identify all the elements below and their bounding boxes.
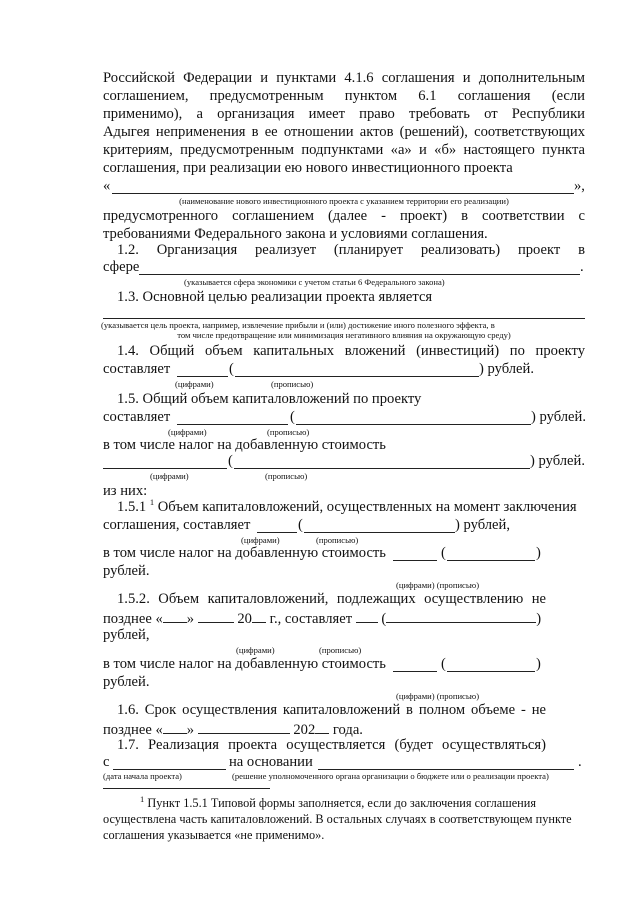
intro-line-8: требованиями Федерального закона и условиями соглашения. [103, 226, 488, 242]
p1-5-2-vat-close: ) [536, 656, 541, 672]
p1-4-open: ( [229, 361, 234, 377]
start-date-field[interactable] [113, 769, 226, 770]
p1-5-2-close: ) [536, 611, 542, 627]
p1-6-day-field[interactable] [163, 720, 187, 734]
planned-vat-digits-field[interactable] [393, 671, 437, 672]
decision-field[interactable] [318, 769, 574, 770]
p1-5-1-hint2: (цифрами) (прописью) [396, 580, 480, 590]
p1-5-open: ( [290, 409, 295, 425]
p1-5-2-digits-field[interactable] [356, 609, 378, 623]
p1-5-2-hint-words: (прописью) [319, 645, 362, 655]
p1-6-year-field[interactable] [315, 720, 329, 734]
p1-7-prefix: с [103, 754, 110, 770]
p1-5-2-hint-digits: (цифрами) [236, 645, 275, 655]
p1-6-date-close: » [186, 722, 195, 738]
p1-5-1-vat-open: ( [441, 545, 446, 561]
p1-5-1-rubles: рублей. [103, 563, 150, 579]
p1-5-2-line-2 [103, 609, 541, 628]
p1-5-2-year-prefix: 20 [237, 611, 252, 627]
p1-5-hint-words: (прописью) [267, 427, 310, 437]
p1-5-2-year-field[interactable] [252, 609, 266, 623]
goal-hint-2: том числе предотвращение или минимизация негативного влияния на окружающую среду) [177, 330, 511, 340]
p1-7-hint-right: (решение уполномоченного органа организации о бюджете или о реализации проекта) [232, 771, 549, 781]
planned-vat-words-field[interactable] [447, 671, 535, 672]
p1-4-line-1: 1.4. Общий объем капитальных вложений (инвестиций) по проекту [117, 343, 585, 359]
p1-5-2-vat-rubles: рублей. [103, 674, 150, 690]
p1-5-2-amount-label: г., составляет [265, 611, 353, 627]
footnote-mark: 1 [140, 793, 145, 804]
p1-5-2-day-field[interactable] [163, 609, 187, 623]
p1-5-vat-line: в том числе налог на добавленную стоимость [103, 437, 386, 453]
invested-vat-digits-field[interactable] [393, 560, 437, 561]
p1-5-1-suffix: ) рублей, [455, 517, 510, 533]
goal-field[interactable] [103, 318, 585, 319]
vat-digits-field[interactable] [103, 468, 227, 469]
capital-total-digits-field[interactable] [177, 424, 288, 425]
vat-words-field[interactable] [234, 468, 530, 469]
total-investment-digits-field[interactable] [177, 376, 228, 377]
p1-5-vat-hint-words: (прописью) [265, 471, 308, 481]
p1-5-2-vat-prefix: в том числе налог на добавленную стоимость [103, 656, 386, 672]
intro-line-4: Адыгея неприменения в ее отношении актов (решений), соответствующих [103, 124, 585, 140]
intro-line-1: Российской Федерации и пунктами 4.1.6 соглашения и дополнительным [103, 70, 585, 86]
p1-4-prefix: составляет [103, 361, 171, 377]
of-which-label: из них: [103, 483, 148, 499]
p1-5-1-text: Объем капиталовложений, осуществленных на момент заключения [154, 499, 577, 515]
p1-5-prefix: составляет [103, 409, 171, 425]
p1-6-date-open: позднее « [103, 722, 163, 738]
p1-5-2-rubles: рублей, [103, 627, 150, 643]
capital-total-words-field[interactable] [296, 424, 531, 425]
intro-line-7: предусмотренного соглашением (далее - проект) в соответствии с [103, 208, 585, 224]
p1-4-suffix: ) рублей. [479, 361, 534, 377]
footnote-text-1: Пункт 1.5.1 Типовой формы заполняется, если до заключения соглашения [144, 796, 536, 810]
footnote-line-2: осуществлена часть капиталовложений. В остальных случаях в соответствующем пункте [103, 812, 572, 826]
invested-digits-field[interactable] [257, 532, 297, 533]
p1-5-2-month-field[interactable] [198, 609, 234, 623]
p1-5-2-line-1: 1.5.2. Объем капиталовложений, подлежащих осуществлению не [117, 591, 546, 607]
intro-line-6: соглашения, при реализации ею нового инвестиционного проекта [103, 160, 513, 176]
p1-5-suffix: ) рублей. [531, 409, 586, 425]
p1-6-year-label: года. [329, 722, 363, 738]
p1-6-line-1: 1.6. Срок осуществления капиталовложений в полном объеме - не [117, 702, 546, 718]
sphere-field[interactable] [139, 274, 580, 275]
p1-5-2-date-open: позднее « [103, 611, 163, 627]
p1-2-end: . [580, 259, 584, 275]
p1-5-1-hint-words: (прописью) [316, 535, 359, 545]
intro-line-5: критериям, предусмотренным подпунктами «а» и «б» настоящего пункта [103, 142, 585, 158]
p1-7-mid: на основании [229, 754, 313, 770]
p1-6-year-prefix: 202 [293, 722, 316, 738]
goal-hint-1: (указывается цель проекта, например, извлечение прибыли и (или) достижение иного полезного эффекта, в [101, 320, 495, 330]
footnote-line-3: соглашения указывается «не применимо». [103, 828, 325, 842]
project-name-field[interactable] [112, 193, 574, 194]
p1-7-hint-left: (дата начала проекта) [103, 771, 182, 781]
p1-5-hint-digits: (цифрами) [168, 427, 207, 437]
p1-5-1-open: ( [298, 517, 303, 533]
p1-5-1-hint-digits: (цифрами) [241, 535, 280, 545]
invested-vat-words-field[interactable] [447, 560, 535, 561]
p1-4-hint-words: (прописью) [271, 379, 314, 389]
sphere-hint: (указывается сфера экономики с учетом статьи 6 Федерального закона) [184, 277, 445, 287]
p1-6-month-field[interactable] [198, 720, 290, 734]
p1-5-vat-suffix: ) рублей. [530, 453, 585, 469]
p1-5-2-open: ( [381, 611, 387, 627]
intro-line-3: применимо), а организация имеет право требовать от Республики [103, 106, 585, 122]
quote-close: », [574, 178, 585, 194]
p1-7-end: . [578, 754, 582, 770]
p1-5-vat-open: ( [228, 453, 233, 469]
footnote-separator [103, 788, 270, 789]
p1-5-1-prefix: соглашения, составляет [103, 517, 251, 533]
p1-3-line-1: 1.3. Основной целью реализации проекта является [117, 289, 433, 305]
p1-5-2-words-field[interactable] [386, 609, 536, 623]
total-investment-words-field[interactable] [235, 376, 479, 377]
p1-2-line-1: 1.2. Организация реализует (планирует реализовать) проект в [117, 242, 585, 258]
p1-5-2-date-close: » [186, 611, 195, 627]
quote-open: « [103, 178, 111, 194]
p1-5-1-vat-close: ) [536, 545, 541, 561]
p1-5-1-number: 1.5.1 [117, 499, 147, 515]
p1-7-line-1: 1.7. Реализация проекта осуществляется (будет осуществляться) [117, 737, 546, 753]
project-name-hint: (наименование нового инвестиционного проекта с указанием территории его реализации) [179, 196, 509, 206]
footnote-ref[interactable]: 1 [149, 497, 155, 508]
p1-5-2-hint2: (цифрами) (прописью) [396, 691, 480, 701]
p1-5-2-vat-open: ( [441, 656, 446, 672]
p1-5-vat-hint-digits: (цифрами) [150, 471, 189, 481]
p1-4-hint-digits: (цифрами) [175, 379, 214, 389]
footnote-line-1 [140, 795, 536, 811]
p1-5-line-1: 1.5. Общий объем капиталовложений по проекту [117, 391, 422, 407]
invested-words-field[interactable] [304, 532, 455, 533]
p1-5-1-vat-prefix: в том числе налог на добавленную стоимость [103, 545, 386, 561]
p1-5-1-line-1 [117, 499, 577, 516]
intro-line-2: соглашением, предусмотренным пунктом 6.1 соглашения (если [103, 88, 585, 104]
p1-2-prefix: сфере [103, 259, 140, 275]
